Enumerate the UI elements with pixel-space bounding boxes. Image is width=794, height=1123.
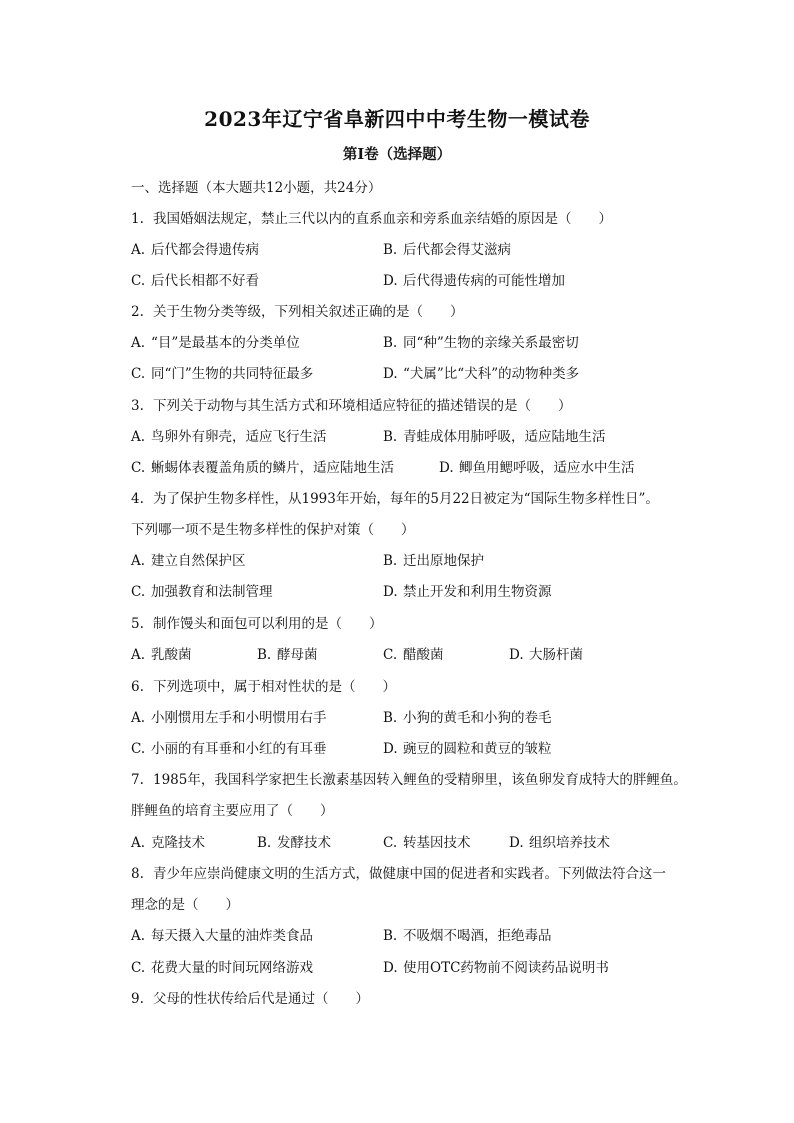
option-b: B. 酵母菌 <box>257 647 318 663</box>
question-8 <box>131 862 666 882</box>
option-b: B. 后代都会得艾滋病 <box>383 242 511 258</box>
question-stem: 关于生物分类等级，下列相关叙述正确的是（ ） <box>153 304 464 320</box>
question-8-continued: 理念的是（ ） <box>131 897 239 913</box>
option-b: B. 小狗的黄毛和小狗的卷毛 <box>383 710 552 726</box>
question-6 <box>131 675 396 695</box>
option-c: C. 花费大量的时间玩网络游戏 <box>131 960 313 976</box>
option-a: A. 建立自然保护区 <box>131 553 246 569</box>
question-9 <box>131 987 369 1007</box>
section-heading: 一、选择题（本大题共12小题，共24分） <box>131 180 382 196</box>
question-number: 3. <box>131 398 144 414</box>
part-heading: 第I卷（选择题） <box>342 146 452 163</box>
question-1 <box>131 207 612 227</box>
question-3 <box>131 394 572 414</box>
option-b: B. 发酵技术 <box>257 835 331 851</box>
option-a: A. 鸟卵外有卵壳，适应飞行生活 <box>131 429 327 445</box>
option-b: B. 同“种”生物的亲缘关系最密切 <box>383 335 579 351</box>
question-stem: 为了保护生物多样性，从1993年开始，每年的5月22日被定为“国际生物多样性日”。 <box>153 491 659 507</box>
option-a: A. “目”是最基本的分类单位 <box>131 335 300 351</box>
option-c: C. 加强教育和法制管理 <box>131 584 273 600</box>
option-a: A. 乳酸菌 <box>131 647 192 663</box>
question-number: 5. <box>131 616 144 632</box>
option-b: B. 迁出原地保护 <box>383 553 484 569</box>
question-number: 2. <box>131 304 144 320</box>
question-stem: 1985年，我国科学家把生长激素基因转入鲤鱼的受精卵里，该鱼卵发育成特大的胖鲤鱼。 <box>153 772 687 788</box>
question-number: 4. <box>131 491 144 507</box>
option-c: C. 醋酸菌 <box>383 647 444 663</box>
option-c: C. 后代长相都不好看 <box>131 273 259 289</box>
option-d: D. 豌豆的圆粒和黄豆的皱粒 <box>383 741 552 757</box>
question-4 <box>131 487 659 507</box>
question-number: 8. <box>131 866 144 882</box>
question-4-continued: 下列哪一项不是生物多样性的保护对策（ ） <box>131 522 415 538</box>
option-a: A. 小刚惯用左手和小明惯用右手 <box>131 710 327 726</box>
option-a: A. 克隆技术 <box>131 835 205 851</box>
question-stem: 制作馒头和面包可以利用的是（ ） <box>153 616 383 632</box>
question-number: 1. <box>131 211 144 227</box>
option-d: D. 鲫鱼用鳃呼吸，适应水中生活 <box>439 460 635 476</box>
question-stem: 青少年应崇尚健康文明的生活方式，做健康中国的促进者和实践者。下列做法符合这一 <box>153 866 666 882</box>
option-c: C. 蜥蜴体表覆盖角质的鳞片，适应陆地生活 <box>131 460 394 476</box>
option-d: D. “犬属”比“犬科”的动物种类多 <box>383 366 580 382</box>
question-stem: 父母的性状传给后代是通过（ ） <box>153 991 369 1007</box>
option-c: C. 转基因技术 <box>383 835 471 851</box>
question-2 <box>131 300 464 320</box>
question-stem: 下列选项中，属于相对性状的是（ ） <box>153 679 396 695</box>
option-d: D. 组织培养技术 <box>509 835 610 851</box>
question-stem: 我国婚姻法规定，禁止三代以内的直系血亲和旁系血亲结婚的原因是（ ） <box>153 211 612 227</box>
option-c: C. 同“门”生物的共同特征最多 <box>131 366 314 382</box>
question-number: 7. <box>131 772 144 788</box>
option-a: A. 后代都会得遗传病 <box>131 242 259 258</box>
option-d: D. 禁止开发和利用生物资源 <box>383 584 552 600</box>
question-5 <box>131 612 383 632</box>
question-7 <box>131 768 687 788</box>
exam-title: 2023年辽宁省阜新四中中考生物一模试卷 <box>204 107 590 131</box>
question-stem: 下列关于动物与其生活方式和环境相适应特征的描述错误的是（ ） <box>153 398 572 414</box>
option-d: D. 后代得遗传病的可能性增加 <box>383 273 565 289</box>
question-number: 9. <box>131 991 144 1007</box>
option-a: A. 每天摄入大量的油炸类食品 <box>131 928 313 944</box>
question-7-continued: 胖鲤鱼的培育主要应用了（ ） <box>131 803 334 819</box>
question-number: 6. <box>131 679 144 695</box>
option-d: D. 使用OTC药物前不阅读药品说明书 <box>383 960 609 976</box>
option-d: D. 大肠杆菌 <box>509 647 583 663</box>
option-b: B. 不吸烟不喝酒，拒绝毒品 <box>383 928 552 944</box>
option-b: B. 青蛙成体用肺呼吸，适应陆地生活 <box>383 429 606 445</box>
option-c: C. 小丽的有耳垂和小红的有耳垂 <box>131 741 327 757</box>
